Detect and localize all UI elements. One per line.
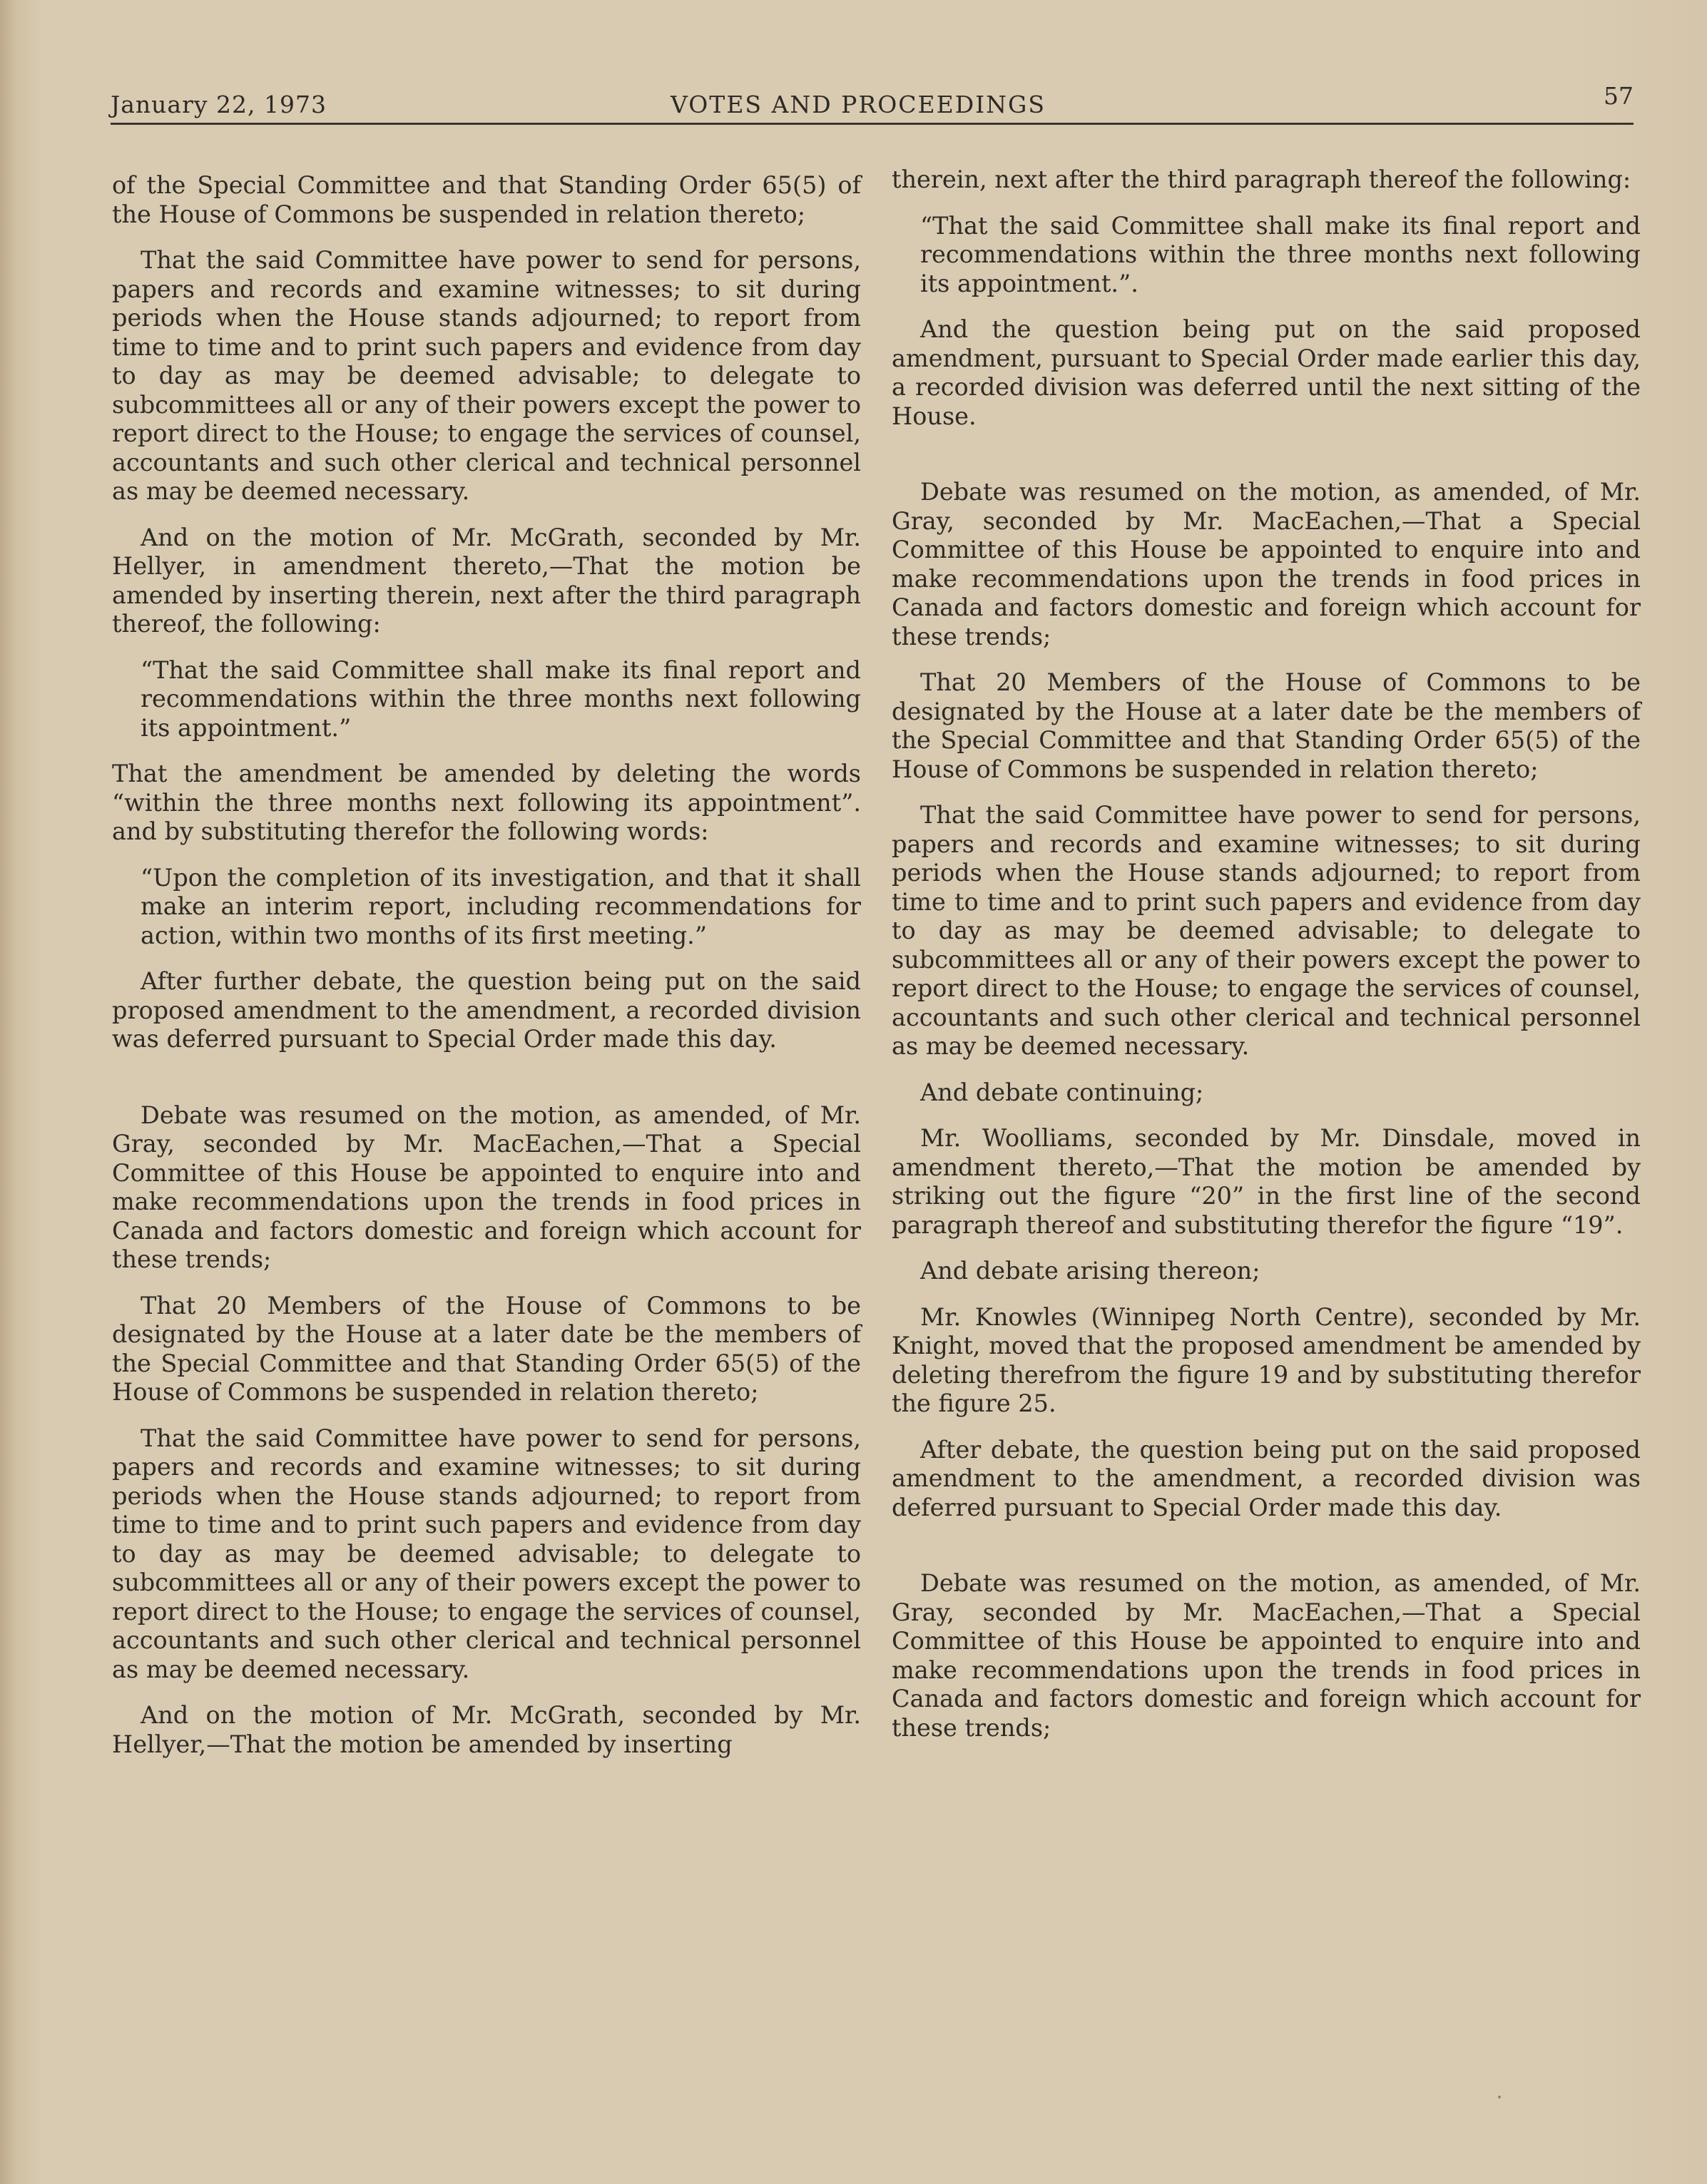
- quoted-paragraph: “That the said Committee shall make its final report and recommendations within the three months next following its appointment.”.: [920, 211, 1641, 297]
- paragraph: therein, next after the third paragraph thereof the following:: [892, 165, 1631, 193]
- paragraph: of the Special Committee and that Standing Order 65(5) of the House of Commons be suspended in relation thereto;: [112, 171, 861, 228]
- paragraph: Debate was resumed on the motion, as amended, of Mr. Gray, seconded by Mr. MacEachen,—That a Special Committee of this House be appointed to enquire into and make recommendations upon the trends in food prices in Canada and factors domestic and foreign which account for these trends;: [892, 1569, 1641, 1742]
- paragraph: That the said Committee have power to send for persons, papers and records and examine witnesses; to sit during periods when the House stands adjourned; to report from time to time and to print such papers and evidence from day to day as may be deemed advisable; to delegate to subcommittees all or any of their powers except the power to report direct to the House; to engage the services of counsel, accountants and such other clerical and technical personnel as may be deemed necessary.: [892, 801, 1641, 1060]
- paragraph: Mr. Woolliams, seconded by Mr. Dinsdale, moved in amendment thereto,—That the motion be amended by striking out the figure “20” in the first line of the second paragraph thereof and substituting therefor the figure “19”.: [892, 1124, 1641, 1239]
- page-header: [111, 71, 1634, 125]
- paragraph: And debate continuing;: [920, 1078, 1204, 1106]
- paragraph: Debate was resumed on the motion, as amended, of Mr. Gray, seconded by Mr. MacEachen,—That a Special Committee of this House be appointed to enquire into and make recommendations upon the trends in food prices in Canada and factors domestic and foreign which account for these trends;: [112, 1101, 861, 1273]
- paragraph: That 20 Members of the House of Commons to be designated by the House at a later date be the members of the Special Committee and that Standing Order 65(5) of the House of Commons be suspended in relation thereto;: [112, 1291, 861, 1406]
- paragraph: And debate arising thereon;: [920, 1257, 1260, 1285]
- paragraph: Mr. Knowles (Winnipeg North Centre), seconded by Mr. Knight, moved that the proposed amendment be amended by deleting therefrom the figure 19 and by substituting therefor the figure 25.: [892, 1302, 1641, 1417]
- quoted-paragraph: “Upon the completion of its investigation, and that it shall make an interim report, including recommendations for action, within two months of its first meeting.”: [141, 863, 861, 949]
- right-column: [892, 165, 1641, 1760]
- header-title: VOTES AND PROCEEDINGS: [671, 91, 1046, 118]
- paragraph: That the said Committee have power to send for persons, papers and records and examine witnesses; to sit during periods when the House stands adjourned; to report from time to time and to print such papers and evidence from day to day as may be deemed advisable; to delegate to subcommittees all or any of their powers except the power to report direct to the House; to engage the services of counsel, accountants and such other clerical and technical personnel as may be deemed necessary.: [112, 246, 861, 505]
- paragraph: After debate, the question being put on the said proposed amendment to the amendment, a recorded division was deferred pursuant to Special Order made this day.: [892, 1435, 1641, 1521]
- header-date: January 22, 1973: [111, 91, 327, 118]
- paragraph: That the said Committee have power to send for persons, papers and records and examine witnesses; to sit during periods when the House stands adjourned; to report from time to time and to print such papers and evidence from day to day as may be deemed advisable; to delegate to subcommittees all or any of their powers except the power to report direct to the House; to engage the services of counsel, accountants and such other clerical and technical personnel as may be deemed necessary.: [112, 1424, 861, 1683]
- quoted-paragraph: “That the said Committee shall make its final report and recommendations within the three months next following its appointment.”: [141, 655, 861, 742]
- paragraph: And on the motion of Mr. McGrath, seconded by Mr. Hellyer,—That the motion be amended by inserting: [112, 1701, 861, 1758]
- paragraph: After further debate, the question being put on the said proposed amendment to the amendment, a recorded division was deferred pursuant to Special Order made this day.: [112, 967, 861, 1053]
- paragraph: That 20 Members of the House of Commons to be designated by the House at a later date be the members of the Special Committee and that Standing Order 65(5) of the House of Commons be suspended in relation thereto;: [892, 668, 1641, 783]
- paragraph: That the amendment be amended by deleting the words “within the three months next following its appointment”. and by substituting therefor the following words:: [112, 760, 861, 845]
- paragraph: And on the motion of Mr. McGrath, seconded by Mr. Hellyer, in amendment thereto,—That the motion be amended by inserting therein, next after the third paragraph thereof, the following:: [112, 523, 861, 638]
- paper-speck: [1498, 2096, 1501, 2098]
- paragraph: And the question being put on the said proposed amendment, pursuant to Special Order made earlier this day, a recorded division was deferred until the next sitting of the House.: [892, 315, 1641, 430]
- left-column: [112, 171, 861, 1776]
- page-number: 57: [1604, 82, 1634, 110]
- paragraph: Debate was resumed on the motion, as amended, of Mr. Gray, seconded by Mr. MacEachen,—That a Special Committee of this House be appointed to enquire into and make recommendations upon the trends in food prices in Canada and factors domestic and foreign which account for these trends;: [892, 478, 1641, 650]
